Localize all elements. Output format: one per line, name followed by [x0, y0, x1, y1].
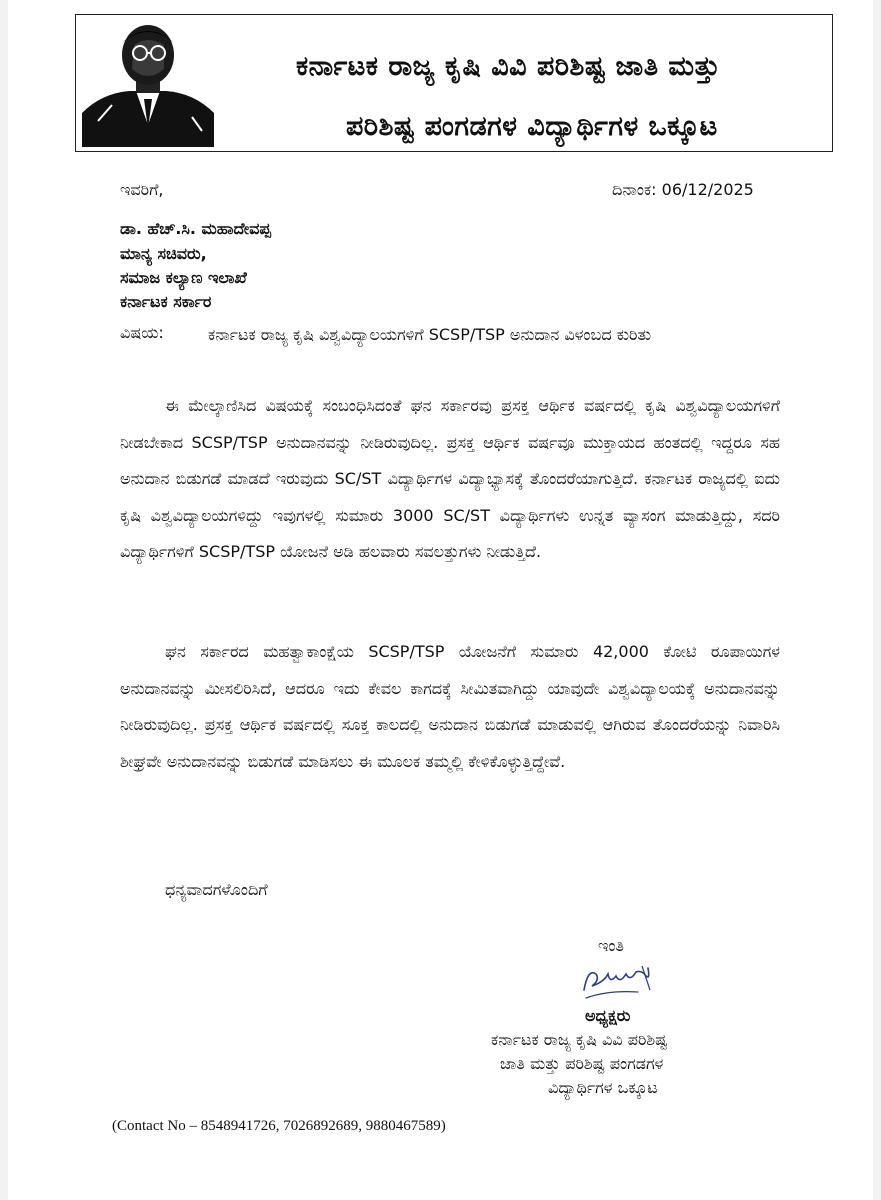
body-paragraph-2: ಘನ ಸರ್ಕಾರದ ಮಹತ್ವಾಕಾಂಕ್ಷೆಯ SCSP/TSP ಯೋಜನೆಗೆ ಸುಮಾರು 42,000 ಕೋಟಿ ರೂಪಾಯಿಗಳ ಅನುದಾನವನ್ನು ಮೀಸಲಿರಿಸಿದೆ, ಆದರೂ ಇದು ಕೇವಲ ಕಾಗದಕ್ಕೆ ಸೀಮಿತವಾಗಿದ್ದು ಯಾವುದೇ ವಿಶ್ವವಿದ್ಯಾಲಯಕ್ಕೆ ಅನುದಾನವನ್ನು ನೀಡಿರುವುದಿಲ್ಲ. ಪ್ರಸಕ್ತ ಆರ್ಥಿಕ ವರ್ಷದಲ್ಲಿ ಸೂಕ್ತ ಕಾಲದಲ್ಲಿ ಅನುದಾನ ಬಿಡುಗಡೆ ಮಾಡುವಲ್ಲಿ ಆಗಿರುವ ತೊಂದರೆಯನ್ನು ನಿವಾರಿಸಿ ಶೀಘ್ರವೇ ಅನುದಾನವನ್ನು ಬಿಡುಗಡೆ ಮಾಡಿಸಲು ಈ ಮೂಲಕ ತಮ್ಮಲ್ಲಿ ಕೇಳಿಕೊಳ್ಳುತ್ತಿದ್ದೇವೆ. [120, 642, 780, 771]
signer-org-line-2: ಜಾತಿ ಮತ್ತು ಪರಿಶಿಷ್ಟ ಪಂಗಡಗಳ [500, 1054, 664, 1073]
closing-text: ಧನ್ಯವಾದಗಳೊಂದಿಗೆ [165, 880, 268, 899]
subject-text: ಕರ್ನಾಟಕ ರಾಜ್ಯ ಕೃಷಿ ವಿಶ್ವವಿದ್ಯಾಲಯಗಳಿಗೆ SCSP/TSP ಅನುದಾನ ವಿಳಂಬದ ಕುರಿತು [208, 325, 652, 344]
signature-icon [578, 960, 658, 1002]
iti-text: ಇಂತಿ [598, 936, 624, 955]
letterhead [75, 14, 833, 152]
address-line-name: ಡಾ. ಹೆಚ್.ಸಿ. ಮಹಾದೇವಪ್ಪ [120, 219, 271, 238]
recipient-label: ಇವರಿಗೆ, [120, 180, 164, 199]
signer-title: ಅಧ್ಯಕ್ಷರು [585, 1006, 631, 1025]
address-line-government: ಕರ್ನಾಟಕ ಸರ್ಕಾರ [120, 292, 212, 311]
org-name-line-2: ಪರಿಶಿಷ್ಟ ಪಂಗಡಗಳ ವಿದ್ಯಾರ್ಥಿಗಳ ಒಕ್ಕೂಟ [346, 111, 718, 142]
body-paragraph-1: ಈ ಮೇಲ್ಕಾಣಿಸಿದ ವಿಷಯಕ್ಕೆ ಸಂಬಂಧಿಸಿದಂತೆ ಘನ ಸರ್ಕಾರವು ಪ್ರಸಕ್ತ ಆರ್ಥಿಕ ವರ್ಷದಲ್ಲಿ ಕೃಷಿ ವಿಶ್ವವಿದ್ಯಾಲಯಗಳಿಗೆ ನೀಡಬೇಕಾದ SCSP/TSP ಅನುದಾನವನ್ನು ನೀಡಿರುವುದಿಲ್ಲ. ಪ್ರಸಕ್ತ ಆರ್ಥಿಕ ವರ್ಷವೂ ಮುಕ್ತಾಯದ ಹಂತದಲ್ಲಿ ಇದ್ದರೂ ಸಹ ಅನುದಾನ ಬಿಡುಗಡೆ ಮಾಡದೆ ಇರುವುದು SC/ST ವಿದ್ಯಾರ್ಥಿಗಳ ವಿದ್ಯಾಭ್ಯಾಸಕ್ಕೆ ತೊಂದರೆಯಾಗುತ್ತಿದೆ. ಕರ್ನಾಟಕ ರಾಜ್ಯದಲ್ಲಿ ಐದು ಕೃಷಿ ವಿಶ್ವವಿದ್ಯಾಲಯಗಳಿದ್ದು ಇವುಗಳಲ್ಲಿ ಸುಮಾರು 3000 SC/ST ವಿದ್ಯಾರ್ಥಿಗಳು ಉನ್ನತ ವ್ಯಾಸಂಗ ಮಾಡುತ್ತಿದ್ದು, ಸದರಿ ವಿದ್ಯಾರ್ಥಿಗಳಿಗೆ SCSP/TSP ಯೋಜನೆ ಅಡಿ ಹಲವಾರು ಸವಲತ್ತುಗಳು ನೀಡುತ್ತಿದೆ. [120, 396, 780, 561]
portrait-icon [82, 21, 214, 147]
address-line-designation: ಮಾನ್ಯ ಸಚಿವರು, [120, 244, 207, 263]
address-line-department: ಸಮಾಜ ಕಲ್ಯಾಣ ಇಲಾಖೆ [120, 268, 247, 287]
signer-org-line-1: ಕರ್ನಾಟಕ ರಾಜ್ಯ ಕೃಷಿ ವಿವಿ ಪರಿಶಿಷ್ಟ [491, 1030, 668, 1049]
org-name-line-1: ಕರ್ನಾಟಕ ರಾಜ್ಯ ಕೃಷಿ ವಿವಿ ಪರಿಶಿಷ್ಟ ಜಾತಿ ಮತ್ತು [296, 51, 721, 82]
letter-page [8, 0, 873, 1200]
signer-org-line-3: ವಿದ್ಯಾರ್ಥಿಗಳ ಒಕ್ಕೂಟ [548, 1078, 658, 1097]
subject-label: ವಿಷಯ: [120, 323, 164, 342]
letter-date: ದಿನಾಂಕ: 06/12/2025 [612, 180, 754, 199]
contact-numbers: (Contact No – 8548941726, 7026892689, 9880467589) [112, 1118, 446, 1134]
